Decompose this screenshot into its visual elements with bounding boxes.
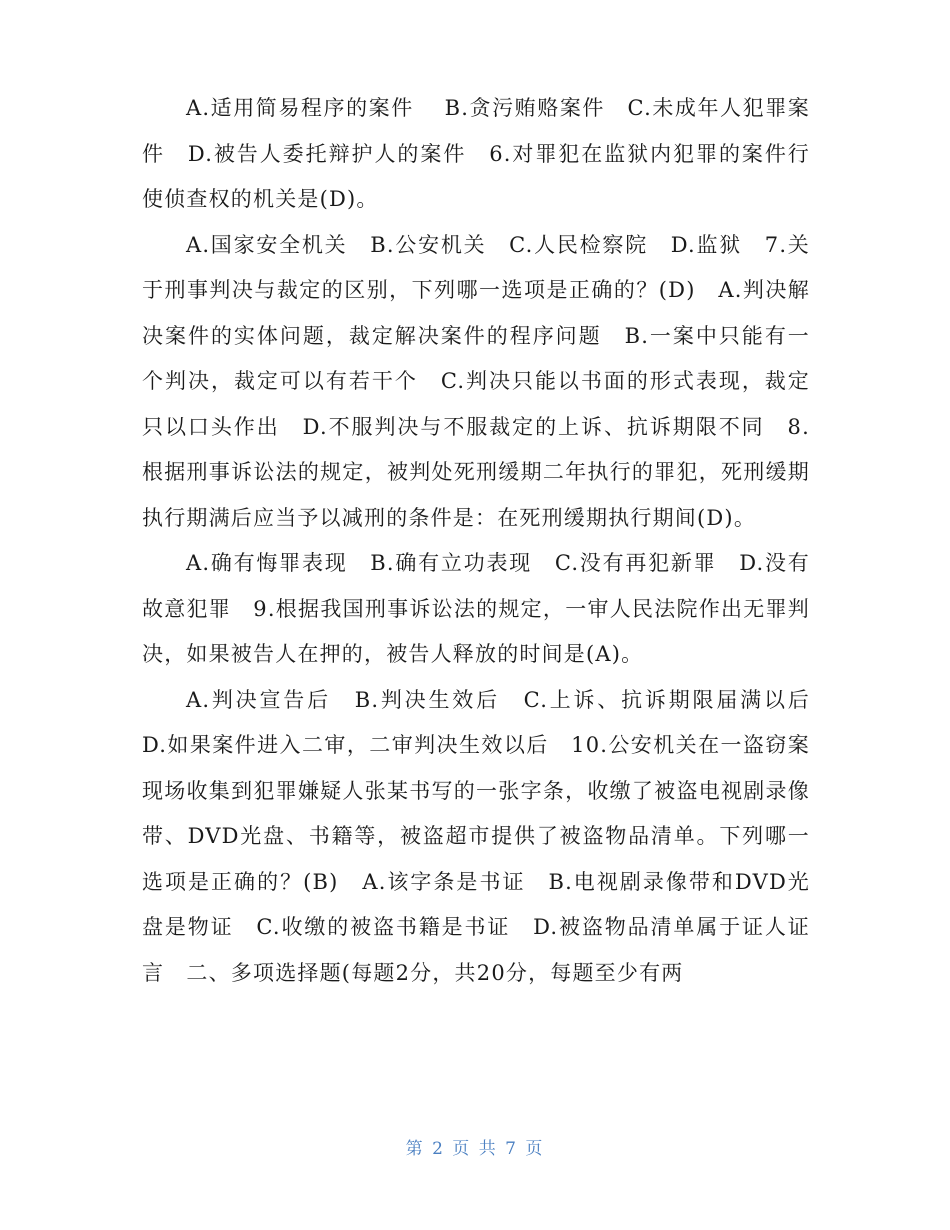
paragraph-q6-options: A.国家安全机关 B.公安机关 C.人民检察院 D.监狱 7.关于刑事判决与裁定的区别，下列哪一选项是正确的？(D) A.判决解决案件的实体问题，裁定解决案件的程序问题 B.一案中只能有一个判决，裁定可以有若干个 C.判决只能以书面的形式表现，裁定只以口头作出 D.不服判决与不服裁定的上诉、抗诉期限不同 8.根据刑事诉讼法的规定，被判处死刑缓期二年执行的罪犯，死刑缓期执行期满后应当予以减刑的条件是：在死刑缓期执行期间(D)。: [142, 232, 810, 530]
paragraph-q5-options: A.适用简易程序的案件 B.贪污贿赂案件 C.未成年人犯罪案件 D.被告人委托辩护人的案件 6.对罪犯在监狱内犯罪的案件行使侦查权的机关是(D)。: [142, 96, 810, 211]
page-number-footer: 第 2 页 共 7 页: [405, 1139, 545, 1159]
paragraph-q8-options: A.确有悔罪表现 B.确有立功表现 C.没有再犯新罪 D.没有故意犯罪 9.根据我国刑事诉讼法的规定，一审人民法院作出无罪判决，如果被告人在押的，被告人释放的时间是(A)。: [142, 551, 810, 666]
paragraph-q9-options: A.判决宣告后 B.判决生效后 C.上诉、抗诉期限届满以后 D.如果案件进入二审，二审判决生效以后 10.公安机关在一盗窃案现场收集到犯罪嫌疑人张某书写的一张字条，收缴了被盗电视剧录像带、DVD光盘、书籍等，被盗超市提供了被盗物品清单。下列哪一选项是正确的？(B) A.该字条是书证 B.电视剧录像带和DVD光盘是物证 C.收缴的被盗书籍是书证 D.被盗物品清单属于证人证言 二、多项选择题(每题2分，共20分，每题至少有两: [142, 687, 833, 985]
document-body: [142, 86, 833, 996]
